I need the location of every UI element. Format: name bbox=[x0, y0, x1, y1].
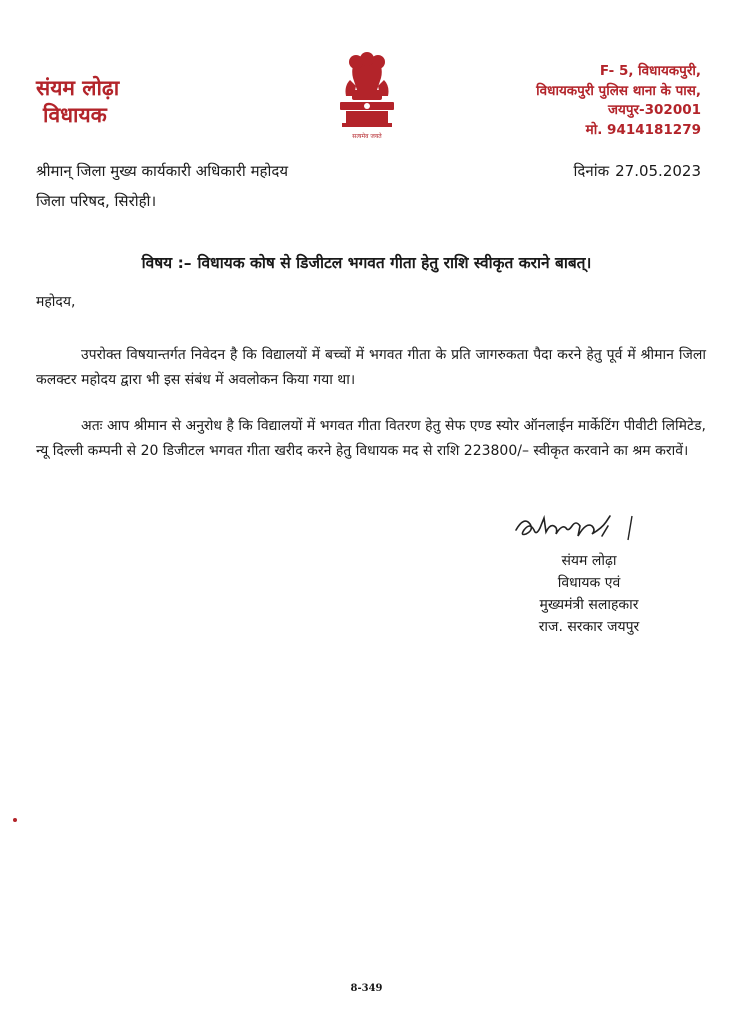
signatory-designation-1: विधायक एवं bbox=[557, 575, 621, 591]
national-emblem bbox=[332, 52, 402, 148]
signature-block bbox=[500, 550, 678, 638]
sender-title: विधायक bbox=[43, 103, 107, 127]
address-line: जयपुर-302001 bbox=[608, 102, 701, 118]
emblem-icon bbox=[332, 52, 402, 148]
handwritten-signature bbox=[508, 508, 658, 550]
subject-label: विषय :– bbox=[141, 254, 192, 272]
address-line: F- 5, विधायकपुरी, bbox=[599, 63, 701, 79]
recipient-line-2: जिला परिषद, सिरोही। bbox=[36, 192, 157, 210]
subject-text: विधायक कोष से डिजीटल भगवत गीता हेतु राशि स्वीकृत कराने बाबत्। bbox=[197, 254, 592, 272]
sender-name: संयम लोढ़ा bbox=[36, 76, 120, 100]
sender-address bbox=[536, 62, 701, 140]
margin-mark bbox=[13, 818, 17, 822]
recipient-line-1: श्रीमान् जिला मुख्य कार्यकारी अधिकारी महोदय bbox=[36, 162, 289, 180]
subject-line bbox=[36, 252, 697, 274]
salutation: महोदय, bbox=[36, 294, 76, 310]
address-line: मो. 9414181279 bbox=[585, 121, 701, 138]
emblem-motto: सत्यमेव जयते bbox=[352, 133, 382, 140]
signatory-designation-2: मुख्यमंत्री सलाहकार bbox=[539, 597, 639, 613]
address-line: विधायकपुरी पुलिस थाना के पास, bbox=[536, 82, 701, 99]
signatory-name: संयम लोढ़ा bbox=[561, 553, 617, 569]
body-paragraph-1: उपरोक्त विषयान्तर्गत निवेदन है कि विद्यालयों में बच्चों में भगवत गीता के प्रति जागरुकता पैदा करने हेतु पूर्व में श्रीमान जिला कलक्टर महोदय द्वारा भी इस संबंध में अवलोकन किया गया था। bbox=[36, 347, 706, 388]
page-code: 8-349 bbox=[350, 983, 383, 994]
signature-icon bbox=[508, 508, 658, 550]
letter-date bbox=[574, 161, 701, 181]
body-paragraph-2: अतः आप श्रीमान से अनुरोध है कि विद्यालयों में भगवत गीता वितरण हेतु सेफ एण्ड स्योर ऑनलाईन मार्केटिंग पीवीटी लिमिटेड, न्यू दिल्ली कम्पनी से 20 डिजीटल भगवत गीता खरीद करने हेतु विधायक मद से राशि 223800/– स्वीकृत करवाने का श्रम करावें। bbox=[36, 418, 706, 459]
date-label: दिनांक bbox=[573, 162, 610, 180]
signatory-designation-3: राज. सरकार जयपुर bbox=[538, 619, 640, 635]
date-value: 27.05.2023 bbox=[615, 162, 701, 180]
